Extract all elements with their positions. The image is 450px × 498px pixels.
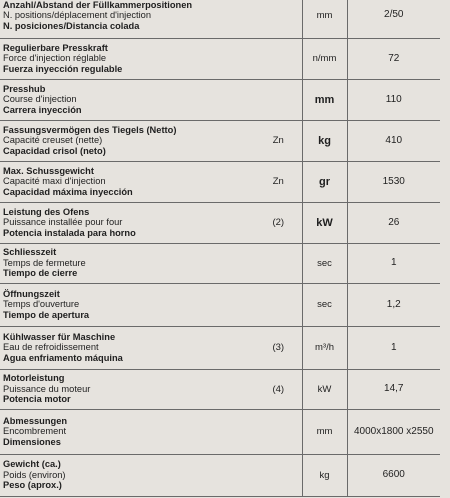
- label-es: Tiempo de apertura: [3, 309, 90, 320]
- row-label: [0, 79, 255, 120]
- row-unit: mm: [302, 409, 347, 454]
- label-es: Fuerza inyección regulable: [3, 63, 123, 74]
- table-row: [0, 369, 440, 409]
- row-unit: kg: [302, 120, 347, 161]
- row-value: 72: [347, 38, 440, 79]
- row-label: [0, 161, 255, 202]
- row-label: [0, 454, 255, 496]
- label-fr: Temps d'ouverture: [3, 299, 80, 310]
- label-de: Gewicht (ca.): [3, 459, 61, 470]
- label-de: Abmessungen: [3, 415, 68, 426]
- label-de: Öffnungszeit: [3, 288, 60, 299]
- label-fr: Eau de refroidissement: [3, 342, 99, 353]
- label-es: Potencia motor: [3, 394, 71, 405]
- table-row: [0, 120, 440, 161]
- label-de: Fassungsvermögen des Tiegels (Netto): [3, 124, 177, 135]
- label-es: Carrera inyección: [3, 104, 82, 115]
- row-unit: kW: [302, 202, 347, 243]
- label-de: Leistung des Ofens: [3, 206, 90, 217]
- label-fr: Puissance du moteur: [3, 383, 91, 394]
- row-note: Zn: [255, 161, 302, 202]
- row-note: [255, 38, 302, 79]
- row-unit: m³/h: [302, 326, 347, 369]
- row-label: [0, 38, 255, 79]
- row-value: 1: [347, 243, 440, 283]
- row-label: [0, 0, 255, 38]
- row-value: 26: [347, 202, 440, 243]
- label-es: Capacidad máxima inyección: [3, 186, 133, 197]
- row-label: [0, 326, 255, 369]
- row-value: 6600: [347, 454, 440, 496]
- table-row: [0, 161, 440, 202]
- row-label: [0, 202, 255, 243]
- row-note: [255, 283, 302, 326]
- label-es: Dimensiones: [3, 436, 61, 447]
- label-fr: Capacité creuset (nette): [3, 135, 103, 146]
- label-de: Schliesszeit: [3, 247, 57, 258]
- label-es: Capacidad crisol (neto): [3, 145, 106, 156]
- table-row: [0, 454, 440, 496]
- label-de: Max. Schussgewicht: [3, 165, 94, 176]
- row-value: 1: [347, 326, 440, 369]
- table-row: [0, 243, 440, 283]
- row-value: 2/50: [347, 0, 440, 38]
- label-fr: Temps de fermeture: [3, 257, 86, 268]
- row-value: 1,2: [347, 283, 440, 326]
- label-es: N. posiciones/Distancia colada: [3, 20, 140, 31]
- row-value: 410: [347, 120, 440, 161]
- label-de: Motorleistung: [3, 373, 65, 384]
- row-unit: n/mm: [302, 38, 347, 79]
- label-es: Peso (aprox.): [3, 480, 62, 491]
- row-note: (3): [255, 326, 302, 369]
- label-fr: Puissance installée pour four: [3, 217, 123, 228]
- row-unit: mm: [302, 79, 347, 120]
- row-value: 110: [347, 79, 440, 120]
- label-fr: Encombrement: [3, 426, 67, 437]
- row-label: [0, 409, 255, 454]
- label-de: Presshub: [3, 83, 46, 94]
- label-es: Agua enfriamento máquina: [3, 352, 123, 363]
- table-row: [0, 38, 440, 79]
- row-unit: kW: [302, 369, 347, 409]
- row-value: 1530: [347, 161, 440, 202]
- table-row: [0, 283, 440, 326]
- row-note: [255, 0, 302, 38]
- row-note: [255, 79, 302, 120]
- row-unit: gr: [302, 161, 347, 202]
- label-es: Potencia instalada para horno: [3, 227, 136, 238]
- label-fr: Force d'injection réglable: [3, 53, 107, 64]
- label-es: Tiempo de cierre: [3, 268, 78, 279]
- table-row: [0, 409, 440, 454]
- row-note: [255, 454, 302, 496]
- row-note: [255, 243, 302, 283]
- row-note: (2): [255, 202, 302, 243]
- row-unit: mm: [302, 0, 347, 38]
- row-unit: kg: [302, 454, 347, 496]
- label-fr: Capacité maxi d'injection: [3, 176, 106, 187]
- row-note: [255, 409, 302, 454]
- row-value: 4000x1800 x2550: [347, 409, 440, 454]
- label-fr: Poids (environ): [3, 469, 66, 480]
- row-unit: sec: [302, 243, 347, 283]
- label-fr: N. positions/déplacement d'injection: [3, 10, 152, 20]
- row-label: [0, 283, 255, 326]
- row-note: (4): [255, 369, 302, 409]
- table-row: [0, 0, 440, 38]
- table-row: [0, 79, 440, 120]
- label-de: Regulierbare Presskraft: [3, 42, 108, 53]
- label-fr: Course d'injection: [3, 94, 77, 105]
- row-label: [0, 243, 255, 283]
- row-label: [0, 120, 255, 161]
- row-unit: sec: [302, 283, 347, 326]
- label-de: Anzahl/Abstand der Füllkammerpositionen: [3, 0, 193, 10]
- label-de: Kühlwasser für Maschine: [3, 331, 116, 342]
- row-value: 14,7: [347, 369, 440, 409]
- table-row: [0, 202, 440, 243]
- row-label: [0, 369, 255, 409]
- row-note: Zn: [255, 120, 302, 161]
- table-row: [0, 326, 440, 369]
